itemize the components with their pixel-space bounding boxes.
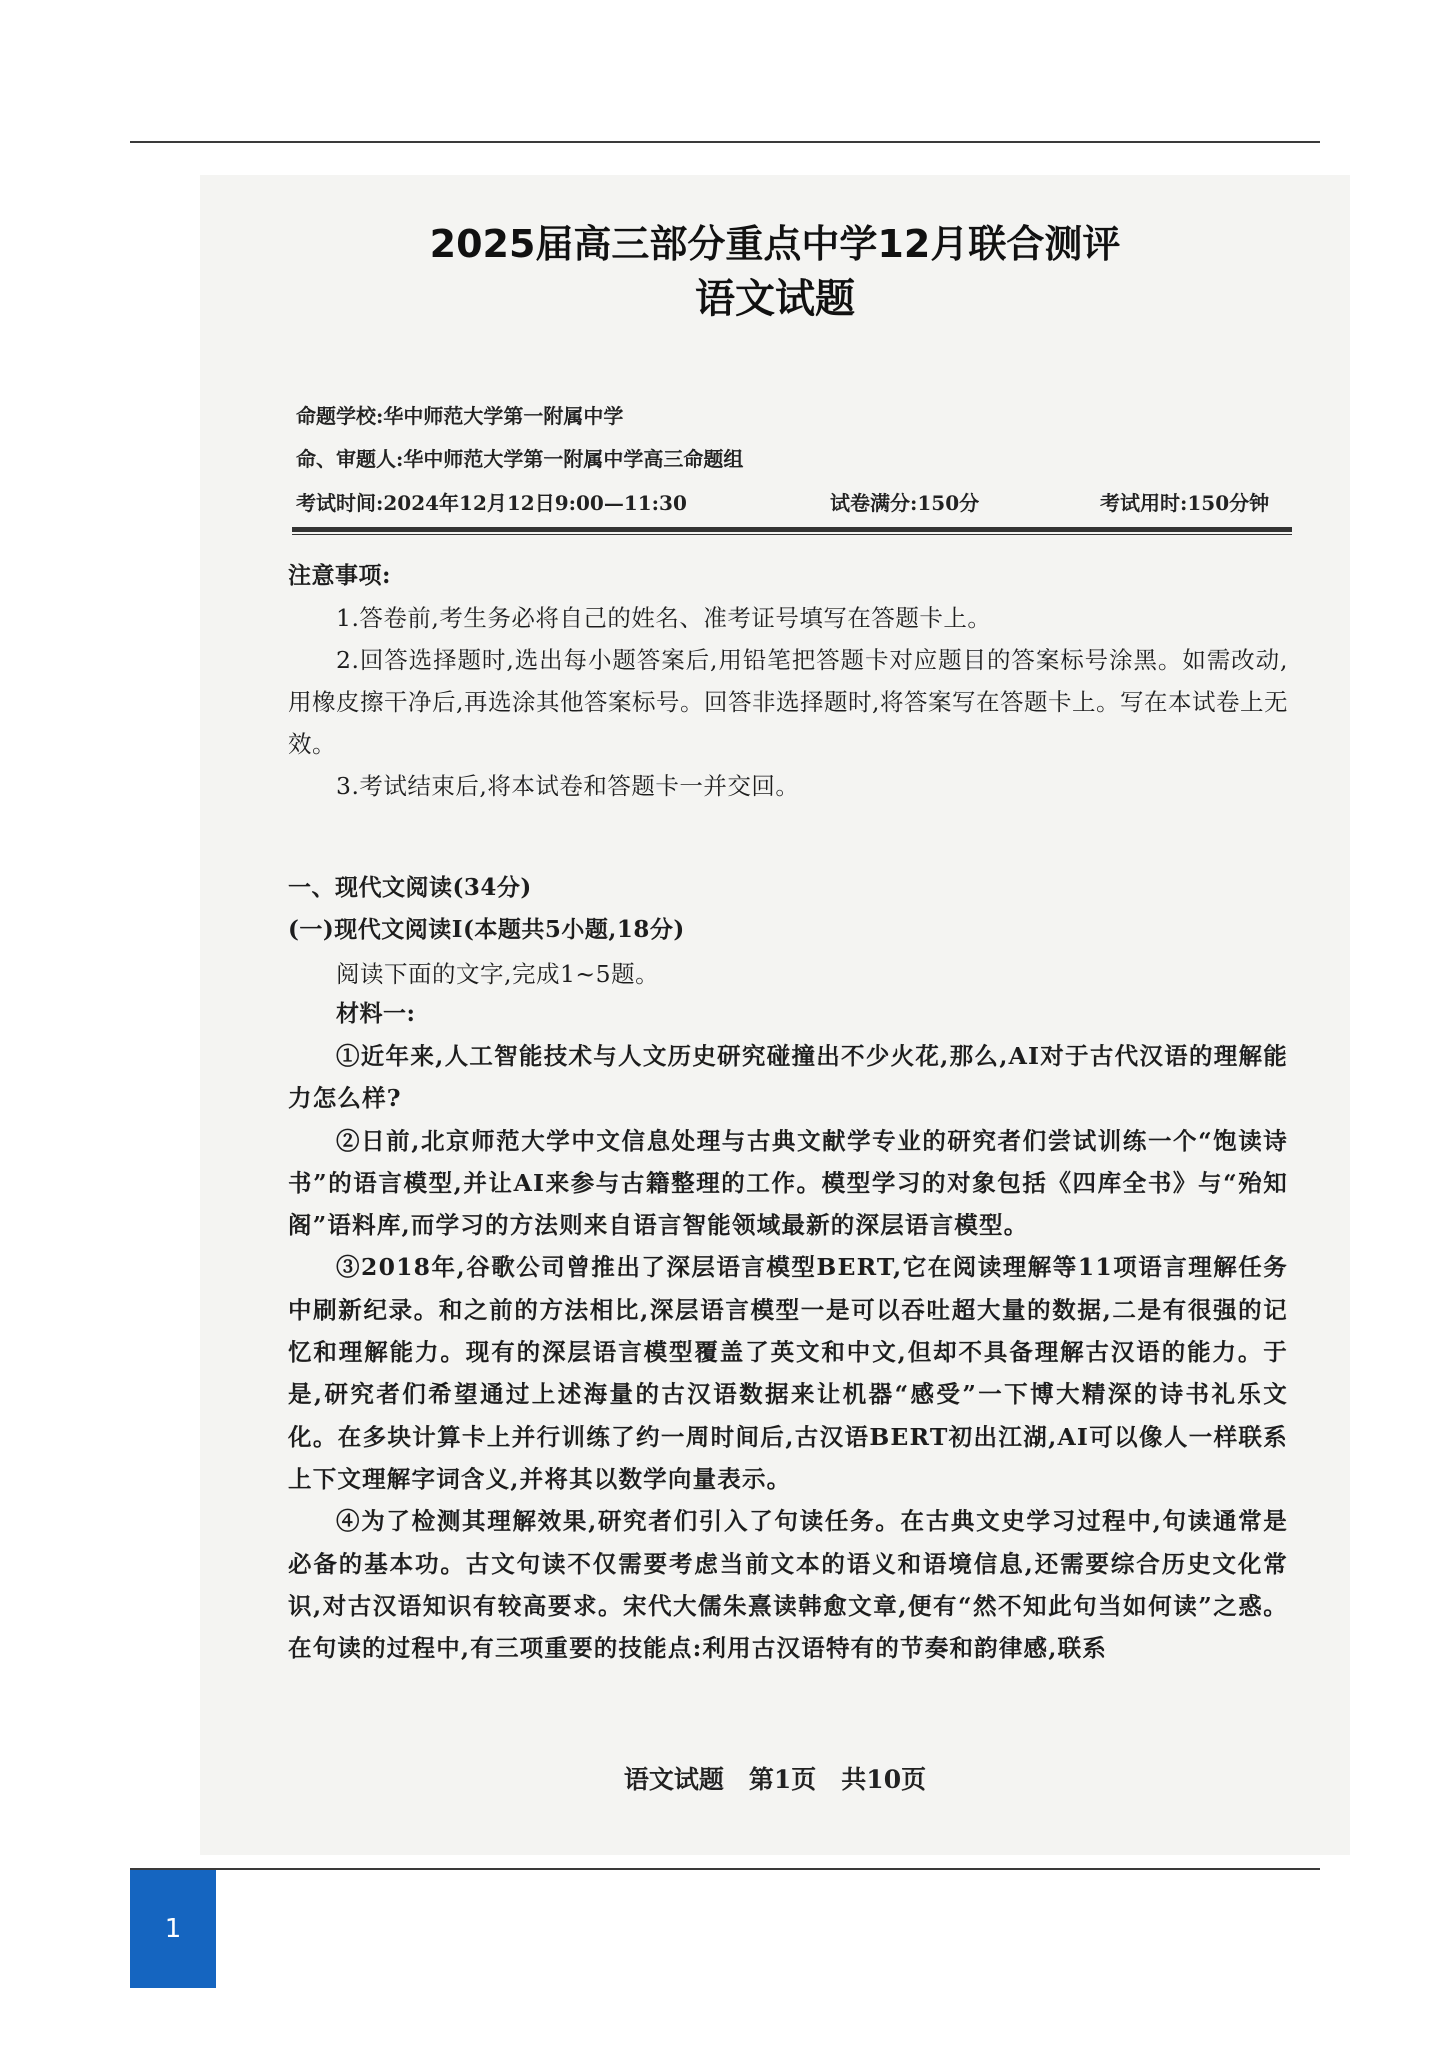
meta-divider-thin xyxy=(292,534,1292,535)
notes-heading: 注意事项: xyxy=(288,562,391,589)
meta-school: 命题学校:华中师范大学第一附属中学 xyxy=(296,404,624,428)
top-divider xyxy=(130,141,1320,143)
material-text xyxy=(288,1035,1288,1669)
meta-setter: 命、审题人:华中师范大学第一附属中学高三命题组 xyxy=(296,447,744,471)
bottom-divider xyxy=(130,1868,1320,1870)
material-label: 材料一: xyxy=(336,1000,416,1027)
section-subtitle: (一)现代文阅读Ⅰ(本题共5小题,18分) xyxy=(288,916,685,943)
paragraph: ④为了检测其理解效果,研究者们引入了句读任务。在古典文史学习过程中,句读通常是必备的基本功。古文句读不仅需要考虑当前文本的语义和语境信息,还需要综合历史文化常识,对古汉语知识有较高要求。宋代大儒朱熹读韩愈文章,便有“然不知此句当如何读”之惑。在句读的过程中,有三项重要的技能点:利用古汉语特有的节奏和韵律感,联系 xyxy=(288,1507,1288,1663)
meta-exam-time: 考试时间:2024年12月12日9:00—11:30 xyxy=(296,491,687,515)
exam-title: 2025届高三部分重点中学12月联合测评 xyxy=(429,222,1121,266)
meta-divider xyxy=(292,527,1292,532)
note-item: 3.考试结束后,将本试卷和答题卡一并交回。 xyxy=(336,772,800,800)
page-footer: 语文试题 第1页 共10页 xyxy=(623,1765,927,1794)
meta-full-score: 试卷满分:150分 xyxy=(830,491,980,515)
paragraph: ②日前,北京师范大学中文信息处理与古典文献学专业的研究者们尝试训练一个“饱读诗书”的语言模型,并让AI来参与古籍整理的工作。模型学习的对象包括《四库全书》与“殆知阁”语料库,而学习的方法则来自语言智能领域最新的深层语言模型。 xyxy=(288,1126,1288,1240)
scanned-page xyxy=(200,175,1350,1855)
subject-title: 语文试题 xyxy=(695,276,855,322)
note-item: 1.答卷前,考生务必将自己的姓名、准考证号填写在答题卡上。 xyxy=(336,604,992,632)
notes-list xyxy=(288,597,1288,807)
page-number-badge: 1 xyxy=(130,1870,216,1988)
section-title: 一、现代文阅读(34分) xyxy=(288,874,532,901)
meta-duration: 考试用时:150分钟 xyxy=(1100,491,1270,515)
paragraph: ③2018年,谷歌公司曾推出了深层语言模型BERT,它在阅读理解等11项语言理解任务中刷新纪录。和之前的方法相比,深层语言模型一是可以吞吐超大量的数据,二是有很强的记忆和理解能力。现有的深层语言模型覆盖了英文和中文,但却不具备理解古汉语的能力。于是,研究者们希望通过上述海量的古汉语数据来让机器“感受”一下博大精深的诗书礼乐文化。在多块计算卡上并行训练了约一周时间后,古汉语BERT初出江湖,AI可以像人一样联系上下文理解字词含义,并将其以数学向量表示。 xyxy=(288,1253,1288,1493)
note-item: 2.回答选择题时,选出每小题答案后,用铅笔把答题卡对应题目的答案标号涂黑。如需改动,用橡皮擦干净后,再选涂其他答案标号。回答非选择题时,将答案写在答题卡上。写在本试卷上无效。 xyxy=(288,646,1288,758)
section-instruction: 阅读下面的文字,完成1~5题。 xyxy=(336,960,660,988)
paragraph: ①近年来,人工智能技术与人文历史研究碰撞出不少火花,那么,AI对于古代汉语的理解能力怎么样? xyxy=(288,1042,1289,1113)
